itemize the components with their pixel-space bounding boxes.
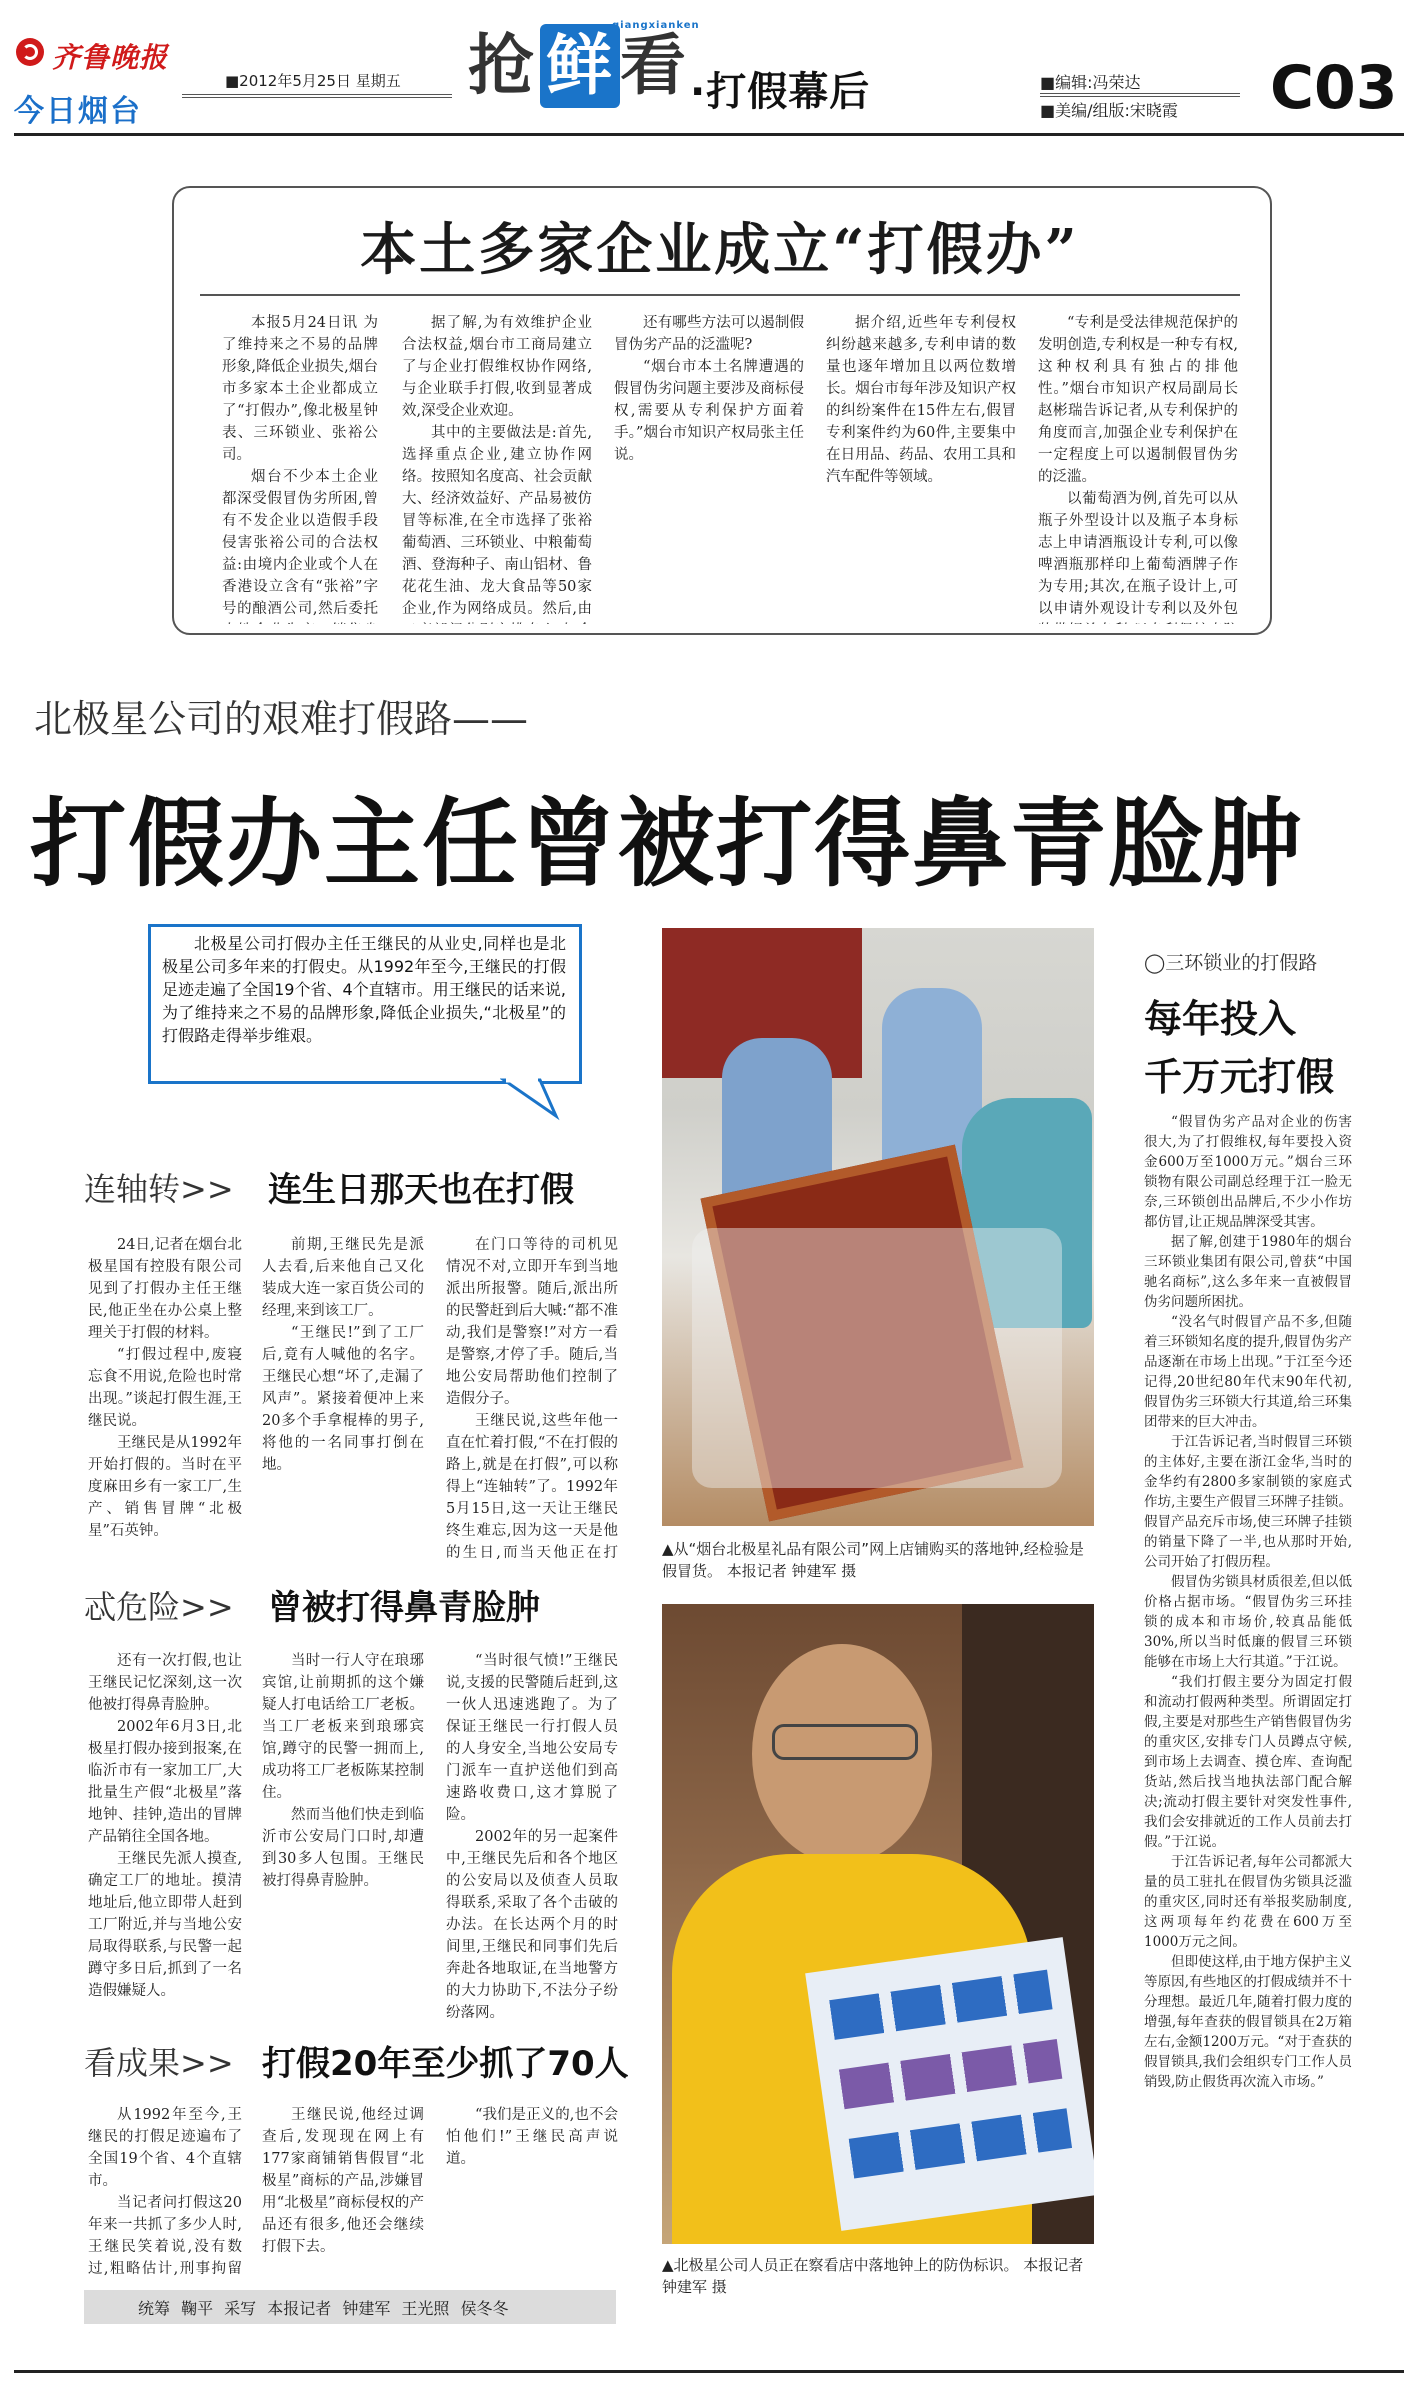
section3-col2 [262,2104,424,2282]
lead-box-tail [500,1072,560,1122]
article1-para: “专利是受法律规范保护的发明创造,专利权是一种专有权,这种权利具有独占的排他性。”烟台市知识产权局副局长赵彬瑞告诉记者,从专利保护的角度而言,加强企业专利保护在一定程度上可以遏制假冒伪劣的泛滥。 [1038,315,1238,485]
article3-para: “我们打假主要分为固定打假和流动打假两种类型。所谓固定打假,主要是对那些生产销售假冒伪劣的重灾区,安排专门人员蹲点守候,到市场上去调查、摸仓库、查询配货站,然后找当地执法部门配合解决;流动打假主要针对突发性事件,我们会安排就近的工作人员前去打假。”于江说。 [1144,1674,1352,1850]
masthead-rule-right [1040,93,1240,97]
masthead-bottom-rule [14,133,1404,136]
masthead [0,0,1417,135]
section2-para: 2002年6月3日,北极星打假办接到报案,在临沂市有一家加工厂,大批量生产假“北极星”落地钟、挂钟,造出的冒牌产品销往全国各地。 [88,1719,242,1845]
article1-title: 本土多家企业成立“打假办” [360,217,1080,283]
label-row [849,2108,1072,2178]
photo-label-sheet [805,1937,1094,2231]
section2-col1 [88,1650,242,2038]
article1-para: 还有哪些方法可以遏制假冒伪劣产品的泛滥呢? [614,315,804,353]
photo-glasses-icon [772,1724,918,1760]
section3-col1 [88,2104,242,2282]
section1-para: 前期,王继民先是派人去看,后来他自己又化装成大连一家百货公司的经理,来到该工厂。 [262,1237,424,1319]
photo-staff-checking [662,1604,1094,2244]
masthead-rule-left [182,94,452,98]
article2-kicker: 北极星公司的艰难打假路—— [34,697,529,741]
article1-col2 [402,312,592,624]
article3-para: 但即使这样,由于地方保护主义等原因,有些地区的打假成绩并不十分理想。最近几年,随着打假力度的增强,每年查获的假冒锁具在2万箱左右,金额1200万元。“对于查获的假冒锁具,我们会组织专门工作人员销毁,防止假货再次流入市场。” [1144,1954,1352,2090]
section3-para: 从1992年至今,王继民的打假足迹遍布了全国19个省、4个直辖市。 [88,2107,242,2189]
article3-para: 据了解,创建于1980年的烟台三环锁业集团有限公司,曾获“中国驰名商标”,这么多年来一直被假冒伪劣问题所困扰。 [1144,1234,1352,1310]
edition-label: 今日烟台 [14,94,142,129]
article3-body [1144,1112,1352,2362]
brand-char-kan: 看 [620,27,686,104]
article3-para: “没名气时假冒产品不多,但随着三环锁知名度的提升,假冒伪劣产品逐渐在市场上出现。”于江至今还记得,20世纪80年代末90年代初,假冒伪劣三环锁大行其道,给三环集团带来的巨大冲击。 [1144,1314,1352,1430]
photo1-caption: ▲从“烟台北极星礼品有限公司”网上店铺购买的落地钟,经检验是假冒货。 本报记者 钟建军 摄 [662,1540,1084,1580]
page-bottom-rule [14,2370,1404,2373]
photo2-caption: ▲北极星公司人员正在察看店中落地钟上的防伪标识。 本报记者 钟建军 摄 [662,2256,1084,2296]
section3-para: 当记者问打假这20年来一共抓了多少人时,王继民笑着说,没有数过,粗略估计,刑事拘留 [88,2195,242,2277]
article3-para: 于江告诉记者,当时假冒三环锁的主体好,主要在浙江金华,当时的金华约有2800多家制锁的家庭式作坊,主要生产假冒三环牌子挂锁。假冒产品充斥市场,使三环牌子挂锁的销量下降了一半,也从那时开始,公司开始了打假历程。 [1144,1434,1352,1570]
article1-para: 据了解,为有效维护企业合法权益,烟台市工商局建立了与企业打假维权协作网络,与企业联手打假,收到显著成效,深受企业欢迎。 [402,315,592,419]
section1-para: 王继民是从1992年开始打假的。当时在平度麻田乡有一家工厂,生产、销售冒牌“北极星”石英钟。 [88,1435,242,1539]
section2-para: 当时一行人守在琅琊宾馆,让前期抓的这个嫌疑人打电话给工厂老板。当工厂老板来到琅琊宾馆,蹲守的民警一拥而上,成功将工厂老板陈某控制住。 [262,1653,424,1801]
section2-para: 还有一次打假,也让王继民记忆深刻,这一次他被打得鼻青脸肿。 [88,1653,242,1713]
photo-foam-wrap [692,1228,1062,1488]
page-number: C03 [1270,53,1398,123]
issue-date: ■2012年5月25日 星期五 [225,72,401,90]
article3-para: “假冒伪劣产品对企业的伤害很大,为了打假维权,每年要投入资金600万至1000万元。”烟台三环锁物有限公司副总经理于江一脸无奈,三环锁创出品牌后,不少小作坊都仿冒,让正规品牌深受其害。 [1144,1114,1352,1230]
article1-col3 [614,312,804,624]
brand-char-qiang: 抢 [468,27,534,104]
credits-text: 统筹 鞠平 采写 本报记者 钟建军 王光照 侯冬冬 [138,2299,509,2318]
article1-col4 [826,312,1016,624]
section2-para: 然而当他们快走到临沂市公安局门口时,却遭到30多人包围。王继民被打得鼻青脸肿。 [262,1807,424,1889]
section1-title: 连生日那天也在打假 [268,1170,574,1210]
brand-pinyin: qiangxianken [612,20,700,31]
section3-title: 打假20年至少抓了70人 [262,2044,629,2084]
section2-col3 [446,1650,618,2038]
section1-col1 [88,1234,242,1564]
section2-label: 忒危险>> [84,1588,234,1626]
section1-col3 [446,1234,618,1564]
article1-title-rule [200,294,1240,296]
paper-logo-swirl-icon [22,44,38,60]
section1-para: 24日,记者在烟台北极星国有控股有限公司见到了打假办主任王继民,他正坐在办公桌上整理关于打假的材料。 [88,1237,242,1341]
designer-credit: ■美编/组版:宋晓霞 [1040,101,1178,120]
article2-headline: 打假办主任曾被打得鼻青脸肿 [30,788,1304,900]
section3-para: 王继民说,他经过调查后,发现现在网上有177家商铺销售假冒“北极星”商标的产品,涉嫌冒用“北极星”商标侵权的产品还有很多,他还会继续打假下去。 [262,2107,424,2255]
article1-para: 本报5月24日讯 为了维持来之不易的品牌形象,降低企业损失,烟台市多家本土企业都成立了“打假办”,像北极星钟表、三环锁业、张裕公司。 [222,315,378,463]
section3-col3 [446,2104,618,2282]
article3-headline-line2: 千万元打假 [1144,1055,1335,1099]
label-row [829,1970,1052,2040]
section1-para: 王继民说,这些年他一直在忙着打假,“不在打假的路上,就是在打假”,可以称得上“连轴转”了。1992年5月15日,这一天让王继民终生难忘,因为这一天是他的生日,而当天他正在打 [446,1413,618,1561]
section1-label: 连轴转>> [84,1170,234,1208]
article1-para: “烟台市本土名牌遭遇的假冒伪劣问题主要涉及商标侵权,需要从专利保护方面着手。”烟台市知识产权局张主任说。 [614,359,804,463]
photo-clock-inspection [662,928,1094,1526]
section3-para: “我们是正义的,也不会怕他们!”王继民高声说道。 [446,2107,618,2167]
article1-col1 [222,312,378,624]
section2-para: 王继民先派人摸查,确定工厂的地址。摸清地址后,他立即带人赶到工厂附近,并与当地公安局取得联系,与民警一起蹲守多日后,抓到了一名造假嫌疑人。 [88,1851,242,1999]
paper-name: 齐鲁晚报 [52,41,169,74]
article3-para: 于江告诉记者,每年公司都派大量的员工驻扎在假冒伪劣锁具泛滥的重灾区,同时还有举报奖励制度,这两项每年约花费在600万至1000万元之间。 [1144,1854,1352,1950]
label-row [839,2039,1062,2109]
section1-para: 在门口等待的司机见情况不对,立即开车到当地派出所报警。随后,派出所的民警赶到后大喊:“都不准动,我们是警察!”对方一看是警察,才停了手。随后,当地公安局帮助他们控制了造假分子。 [446,1237,618,1407]
article1-para: 以葡萄酒为例,首先可以从瓶子外型设计以及瓶子本身标志上申请酒瓶设计专利,可以像啤酒瓶那样印上葡萄酒牌子作为专用;其次,在瓶子设计上,可以申请外观设计专利以及外包 [1038,491,1238,617]
section1-col2 [262,1234,424,1564]
section3-label: 看成果>> [84,2044,234,2082]
section2-para: 2002年的另一起案件中,王继民先后和各个地区的公安局以及侦查人员取得联系,采取了各个击破的办法。在长达两个月的时间里,王继民和同事们先后奔赴各地取证,在当地警方的大力协助下,不法分子纷纷落网。 [446,1829,618,2021]
article1-col5 [1038,312,1238,624]
article2-lead: 北极星公司打假办主任王继民的从业史,同样也是北极星公司多年来的打假史。从1992年至今,王继民的打假足迹走遍了全国19个省、4个直辖市。用王继民的话来说,为了维持来之不易的品牌形象,降低企业损失,“北极星”的打假路走得举步维艰。 [162,934,566,1045]
section2-col2 [262,1650,424,2038]
article1-para: 烟台不少本土企业都深受假冒伪劣所困,曾有不发企业以造假手段侵害张裕公司的合法权益:由境内企业或个人在香港设立含有“张裕”字号的酿酒公司,然后委托 [222,469,378,617]
section2-title: 曾被打得鼻青脸肿 [268,1588,540,1628]
section-title: ·打假幕后 [690,69,871,115]
article3-kicker: ◯三环锁业的打假路 [1144,952,1318,974]
article1-para: 其中的主要做法是:首先,选择重点企业,建立协作网络。按照知名度高、社会贡献大、经济效益好、产品易被仿冒等标准,在全市选择了张裕葡萄酒、三环锁业、中粮葡萄酒、登海种子、南山铝材、鲁花花生油、龙大食品等50家企业,作为网络成员。然后,由 [402,425,592,617]
section1-para: “王继民!”到了工厂后,竟有人喊他的名字。王继民心想“坏了,走漏了风声”。紧接着便冲上来20多个手拿棍棒的男子,将他的一名同事打倒在地。 [262,1325,424,1473]
section2-para: “当时很气愤!”王继民说,支援的民警随后赶到,这一伙人迅速逃跑了。为了保证王继民一行打假人员的人身安全,当地公安局专门派车一直护送他们到高速路收费口,这才算脱了险。 [446,1653,618,1823]
article3-para: 假冒伪劣锁具材质很差,但以低价格占据市场。“假冒伪劣三环挂锁的成本和市场价,较真品能低30%,所以当时低廉的假冒三环锁能够在市场上大行其道。”于江说。 [1144,1574,1352,1670]
editor-credit: ■编辑:冯荣达 [1040,73,1141,92]
article1-para: 据介绍,近些年专利侵权纠纷越来越多,专利申请的数量也逐年增加且以两位数增长。烟台市每年涉及知识产权的纠纷案件在15件左右,假冒专利案件约为60件,主要集中在日用品、药品、农用工具和汽车配件等领域。 [826,315,1016,485]
article3-headline-line1: 每年投入 [1144,997,1297,1041]
section1-para: “打假过程中,废寝忘食不用说,危险也时常出现。”谈起打假生涯,王继民说。 [88,1347,242,1429]
brand-char-xian: 鲜 [546,27,612,104]
